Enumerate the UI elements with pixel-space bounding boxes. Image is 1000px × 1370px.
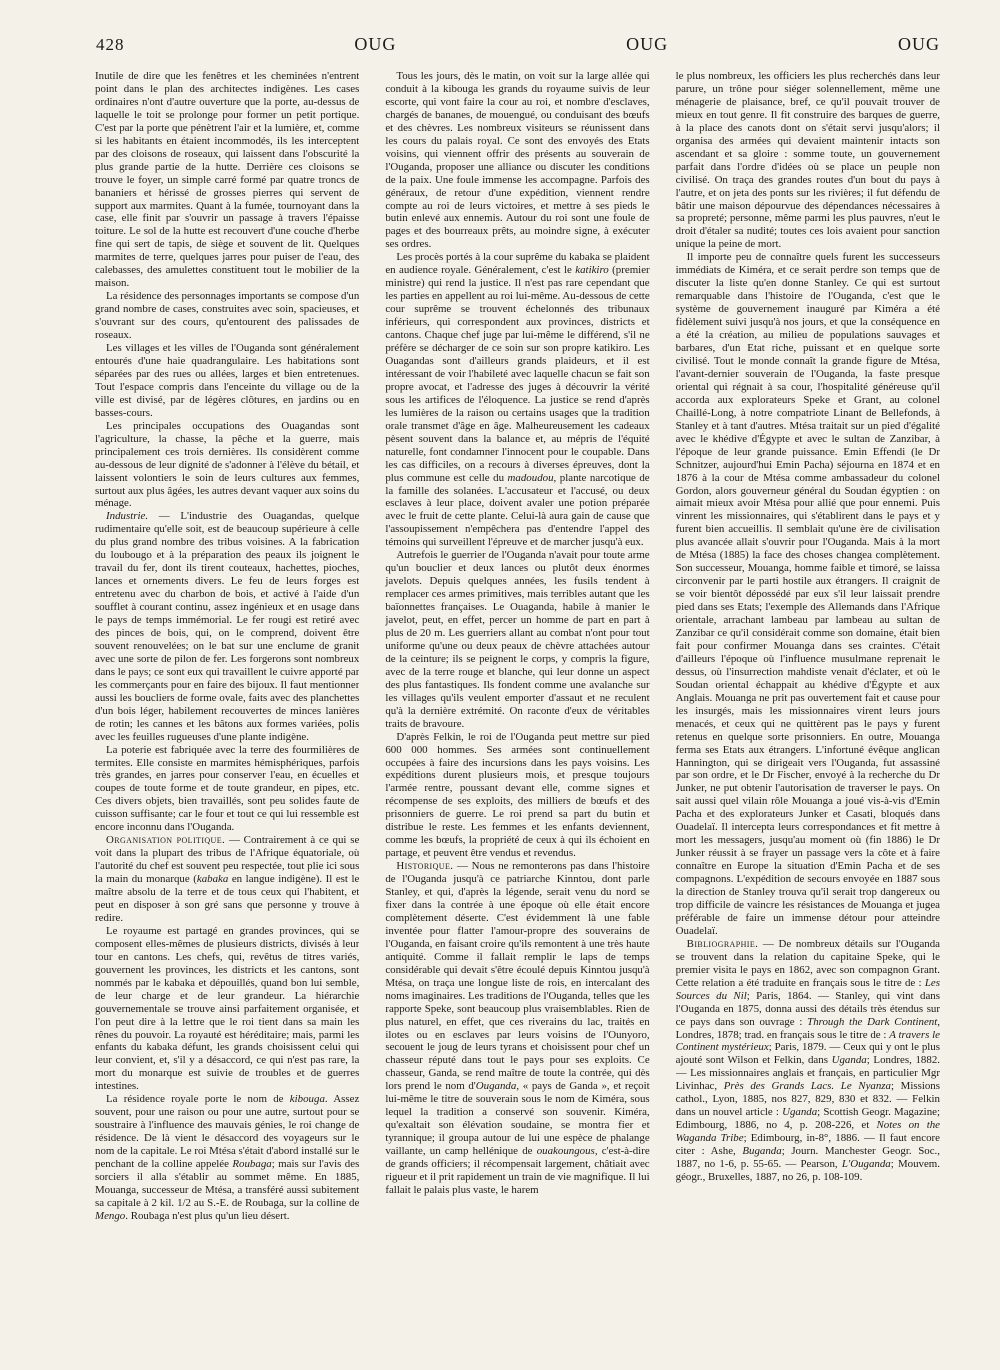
section-heading: Industrie.: [106, 510, 149, 523]
paragraph: Tous les jours, dès le matin, on voit sur la large allée qui conduit à la kibouga les grands du royaume suivis de leur escorte, qui vont faire la cour au roi, et nombre d'esclaves, chargés de bananes, de mouengué, ou conduisant des bœufs et des chèvres. Les nombreux visiteurs se réunissent dans les cours du palais royal. Ce sont des envoyés des Etats voisins, qui viennent offrir des présents au souverain de l'Ouganda, proposer une alliance ou discuter les conditions de la paix. Une foule immense les accompagne. Parfois des généraux, de retour d'une expédition, viennent rendre compte au roi de leurs victoires, et mettre à ses pieds le butin enlevé aux ennemis. Autour du roi sont une foule de pages et des bourreaux prêts, au moindre signe, à exécuter ses ordres.: [385, 70, 650, 251]
paragraph: Bibliographie. — De nombreux détails sur l'Ouganda se trouvent dans la relation du capitaine Speke, qui le premier visita le pays en 1862, avec son compagnon Grant. Cette relation a été traduite en français sous le titre de : Les Sources du Nil; Paris, 1864. — Stanley, qui vint dans l'Ouganda en 1875, donna aussi des détails très étendus sur ce pays dans son ouvrage : Through the Dark Continent, Londres, 1878; trad. en français sous le titre de : A travers le Continent mystérieux; Paris, 1879. — Ceux qui y ont le plus ajouté sont Wilson et Felkin, dans Uganda; Londres, 1882. — Les missionnaires anglais et français, en particulier Mgr Livinhac, Près des Grands Lacs. Le Nyanza; Missions cathol., Lyon, 1885, nos 827, 829, 830 et 832. — Felkin dans un nouvel article : Uganda; Scottish Geogr. Magazine; Edimbourg, 1886, no 4, p. 208-226, et Notes on the Waganda Tribe; Edimbourg, in-8°, 1886. — Il faut encore citer : Ashe, Buganda; Journ. Manchester Geogr. Soc., 1887, no 1-6, p. 55-65. — Pearson, L'Ouganda; Mouvem. géogr., Bruxelles, 1887, no 26, p. 108-109.: [675, 937, 940, 1184]
header-left-title: OUG: [354, 34, 397, 54]
text-columns: [95, 70, 940, 1320]
paragraph: Il importe peu de connaître quels furent les successeurs immédiats de Kiméra, et ce serait perdre son temps que de discuter la liste qu'en donne Stanley. Ce qui est surtout remarquable dans l'histoire de l'Ouganda, c'est que le système de gouvernement inauguré par Kiméra a été fidèlement suivi jusqu'à nos jours, et que la conséquence en a été la création, au milieu de populations sauvages et barbares, d'un Etat riche, puissant et en quelque sorte civilisé. Tout le monde connaît la grande figure de Mtésa, l'avant-dernier souverain de l'Ouganda, la faste presque oriental qui régnait à sa cour, l'hospitalité généreuse qu'il accorda aux explorateurs Speke et Grant, au colonel Chaillé-Long, à notre compatriote Linant de Bellefonds, à Stanley et à tant d'autres. Mtésa traitait sur un pied d'égalité avec le khédive d'Égypte et avec le sultan de Zanzibar, à l'époque de leur grande puissance. Emin Effendi (le Dr Schnitzer, aujourd'hui Emin Pacha) séjourna en 1874 et en 1876 à la cour de Mtésa comme ambassadeur du colonel Gordon, alors gouverneur général du Soudan égyptien : on aimait mieux avoir Mtésa pour allié que pour ennemi. Puis vinrent les missionnaires, qui s'établirent dans le pays et y furent bien accueillis. Il semblait qu'une ère de civilisation plus avancée allait s'ouvrir pour l'Ouganda. Mais à la mort de Mtésa (1885) la face des choses changea complètement. Son successeur, Mouanga, homme faible et timoré, se laissa circonvenir par le parti hostile aux étrangers. Il craignit de se voir bientôt dépossédé par eux s'il leur laissait prendre pied dans ses Etats; l'exemple des Allemands dans l'Afrique orientale, arrachant lambeau par lambeau au sultan de Zanzibar ce qu'il considérait comme son domaine, était bien fait pour confirmer Mouanga dans ses craintes. C'était d'ailleurs l'époque où l'influence musulmane reprenait le dessus, où l'insurrection mahdiste venait d'éclater, et où le Soudan oriental échappait au khédive d'Égypte et aux Anglais. Mouanga ne prit pas ouvertement fait et cause pour les insurgés, mais les missionnaires virent leurs jours menacés, et ceux qui ne quittèrent pas le pays y furent retenus en quelque sorte prisonniers. En outre, Mouanga ferma ses Etats aux étrangers. L'infortuné évêque anglican Hannington, qui se dirigeait vers l'Ouganda, fut assassiné par son ordre, et le Dr Fischer, envoyé à la recherche du Dr Junker, ne put obtenir l'autorisation de traverser le pays. On sait aussi quel vilain rôle Mouanga a joué vis-à-vis d'Emin Pacha et des explorateurs Junker et Casati, bloqués dans Ouadelaï. Il intercepta leurs correspondances et fit mettre à mort les messagers, jusqu'au moment où (fin 1886) le Dr Junker réussit à se frayer un passage vers la côte et à faire connaître en Europe la situation d'Emin Pacha et de ses compagnons. L'expédition de secours envoyée en 1887 sous la direction de Stanley trouva qu'il serait trop dangereux ou trop difficile de vaincre les résistances de Mouanga et jugea préférable de faire un immense détour pour atteindre Ouadelaï.: [675, 251, 940, 937]
paragraph: Le royaume est partagé en grandes provinces, qui se composent elles-mêmes de plusieurs districts, divisés à leur tour en cantons. Les chefs, qui, revêtus de titres variés, gouvernent les provinces, les districts et les cantons, sont nommés par le kabaka et dépouillés, quand bon lui semble, de leur charge et de leur grandeur. La hiérarchie gouvernementale se trouve ainsi parfaitement organisée, et l'on peut dire à la lettre que le roi tient dans sa main les rênes du pouvoir. La royauté est héréditaire; mais, parmi les enfants du kabaka défunt, les grands choisissent celui qui leur convient, et, s'il y a désaccord, ce qui n'est pas rare, la mort du monarque est suivie de troubles et de guerres intestines.: [95, 924, 360, 1093]
paragraph: Organisation politique. — Contrairement à ce qui se voit dans la plupart des tribus de l'Afrique équatoriale, où l'autorité du chef est souvent peu respectée, tout plie ici sous la main du monarque (kabaka en langue indigène). Il est le maître absolu de la terre et de tous ceux qui l'habitent, et peut en disposer à son gré sans que personne y trouve à redire.: [95, 834, 360, 924]
paragraph: D'après Felkin, le roi de l'Ouganda peut mettre sur pied 600 000 hommes. Ses armées sont continuellement occupées à faire des incursions dans les pays voisins. Les expéditions durent plusieurs mois, et presque toujours l'armée rentre, poussant devant elle, comme signes et récompense de ses exploits, des milliers de bœufs et des prisonniers de guerre. Le roi prend sa part du butin et distribue le reste. Les femmes et les enfants deviennent, comme les bœufs, la propriété de ceux à qui ils échoient en partage, et peuvent être vendus et revendus.: [385, 730, 650, 860]
paragraph: La résidence royale porte le nom de kibouga. Assez souvent, pour une raison ou pour une autre, surtout pour se soustraire à l'influence des mauvais génies, le roi change de résidence. De là vient le désaccord des voyageurs sur le nom de la capitale. Le roi Mtésa s'était d'abord installé sur le penchant de la colline appelée Roubaga; mais sur l'avis des sorciers il alla s'établir au sommet même. En 1885, Mouanga, successeur de Mtésa, a transféré aussi subitement sa capitale à 2 kil. 1/2 au S.-E. de Roubaga, sur la colline de Mengo. Roubaga n'est plus qu'un lieu désert.: [95, 1093, 360, 1222]
paragraph: Les procès portés à la cour suprême du kabaka se plaident en audience royale. Généralement, c'est le katikiro (premier ministre) qui rend la justice. Il n'est pas rare cependant que les parties en appellent au roi lui-même. Au-dessous de cette cour suprême se trouvent échelonnés des tribunaux inférieurs, qui correspondent aux provinces, districts et cantons. Chaque chef juge par lui-même le différend, s'il ne préfère se décharger de ce soin sur son propre katikiro. Les Ouagandas sont d'ailleurs grands plaideurs, et il est intéressant de voir l'habileté avec laquelle chacun se fait son propre avocat, et l'adresse des juges à découvrir la vérité sous les artifices de l'éloquence. La justice se rend d'après les lumières de la raison ou certains usages que la tradition orale transmet d'âge en âge. Malheureusement les cadeaux pèsent souvent dans la balance et, au mépris de l'équité naturelle, font condamner l'innocent pour le coupable. Dans les cas difficiles, on a recours à diverses épreuves, dont la plus commune est celle du madoudou, plante narcotique de la famille des solanées. L'accusateur et l'accusé, ou deux esclaves à leur place, doivent avaler une potion préparée avec le fruit de cette plante. Celui-là aura gain de cause que l'assoupissement n'empêchera pas d'entendre l'appel des témoins qui surveillent l'épreuve et de marcher jusqu'à eux.: [385, 251, 650, 549]
column-1: [95, 70, 359, 1320]
page-number: 428: [96, 35, 125, 54]
paragraph: le plus nombreux, les officiers les plus recherchés dans leur parure, un trône pour siéger solennellement, même une ménagerie de plaisance, bref, ce qu'il pouvait trouver de mieux en tout genre. Il fit construire des barques de guerre, à la place des canots dont on s'était servi jusqu'alors; il organisa des armées qui devaient maintenir intacts son ascendant et sa gloire : somme toute, un gouvernement parfait dans l'ordre d'idées où se place un peuple non civilisé. On traça des grandes routes d'un bout du pays à l'autre, et on jeta des ponts sur les rivières; il fut défendu de bâtir une maison dépourvue des dépendances nécessaires à sa propreté; personne, même parmi les plus pauvres, n'eut le droit d'étaler sa nudité; toutes ces lois avaient pour sanction unique la peine de mort.: [675, 70, 940, 251]
paragraph: Inutile de dire que les fenêtres et les cheminées n'entrent point dans le plan des architectes indigènes. Les cases ordinaires n'ont d'autre ouverture que la porte, au-dessus de laquelle le toit se prolonge pour former un petit portique. C'est par la porte que pénètrent l'air et la lumière, et, comme si les habitants en étaient incommodés, ils les interceptent par des cloisons de roseaux, qui laissent dans l'obscurité la plus grande partie de la hutte. Derrière ces cloisons se trouve le foyer, un simple carré formé par quatre troncs de bananiers et hérissé de grosses pierres qui servent de support aux marmites. Quant à la fumée, tournoyant dans la case, elle finit par s'ouvrir un passage à travers l'épaisse toiture. Le sol de la hutte est recouvert d'une couche d'herbe fine qui sert de tapis, de siège et souvent de lit. Quelques marmites de terre, quelques jarres pour puiser de l'eau, des calebasses, des amulettes constituent tout le mobilier de la maison.: [95, 70, 360, 290]
paragraph: Les principales occupations des Ouagandas sont l'agriculture, la chasse, la pêche et la guerre, mais principalement ces trois dernières. Ils considèrent comme au-dessous de leur dignité de s'adonner à l'élève du bétail, et laissent volontiers le soin de leurs cultures aux femmes, surtout aux plus âgées, les autres devant vaquer aux soins du ménage.: [95, 419, 360, 510]
paragraph: Autrefois le guerrier de l'Ouganda n'avait pour toute arme qu'un bouclier et deux lances ou plutôt deux énormes javelots. Depuis quelques années, les fusils tendent à remplacer ces armes primitives, mais terribles autant que les baïonnettes françaises. Le Ouaganda, habile à manier le javelot, peut, en effet, percer un homme de part en part à plus de 20 m. Les guerriers allant au combat n'ont pour tout uniforme qu'une ou deux peaux de chèvre attachées autour de la ceinture; ils se peignent le corps, y compris la figure, avec de la terre rouge et blanche, qui leur donne un aspect des plus fantastiques. Ils fondent comme une avalanche sur les villages qu'ils veulent emporter d'assaut et ne reculent qu'à la dernière extrémité. On raconte d'eux de véritables traits de bravoure.: [385, 549, 650, 730]
paragraph: La poterie est fabriquée avec la terre des fourmilières de termites. Elle consiste en marmites hémisphériques, parfois très grandes, en jarres pour conserver l'eau, en écuelles et coupes de toute forme et de toute grandeur, en pipes, etc. Ces divers objets, bien travaillés, sont peu solides faute de cuisson suffisante; car le four et tout ce qui lui ressemble est encore inconnu dans l'Ouganda.: [95, 743, 360, 834]
header-right-title: OUG: [897, 34, 940, 54]
header-center-title: OUG: [626, 34, 669, 54]
running-header: [96, 34, 940, 64]
section-heading: Organisation politique.: [106, 834, 226, 847]
column-3: [676, 70, 940, 1320]
paragraph: Industrie. — L'industrie des Ouagandas, quelque rudimentaire qu'elle soit, est de beaucoup supérieure à celle du plus grand nombre des tribus voisines. A la fabrication du loubougo et à la préparation des peaux ils joignent le travail du fer, dont ils tirent couteaux, hachettes, pioches, lances et ornements divers. Le feu de leurs forges est entretenu avec du charbon de bois, et activé à l'aide d'un soufflet à courant continu, assez ingénieux et en usage dans le pays de temps immémorial. Le fer rougi est retiré avec des pinces de bois, qui, on le comprend, doivent être souvent renouvelées; on le bat sur une enclume de granit avec une sorte de pilon de fer. Les forgerons sont nombreux dans le pays; ce sont eux qui travaillent le cuivre apporté par les commerçants pour en faire des bijoux. Il faut mentionner aussi les boucliers de forme ovale, faits avec des planchettes d'un bois léger, habilement recouvertes de minces lanières de rotin; les cannes et les bâtons aux formes variées, polis avec les feuilles rugueuses d'une plante indigène.: [95, 510, 360, 743]
paragraph: La résidence des personnages importants se compose d'un grand nombre de cases, construites avec soin, spacieuses, et s'ouvrant sur des cours, qu'entourent des palissades de roseaux.: [95, 290, 360, 342]
paragraph: Les villages et les villes de l'Ouganda sont généralement entourés d'une haie quadrangulaire. Les habitations sont séparées par des rues ou allées, larges et bien entretenues. Tout l'espace compris dans l'enceinte du village ou de la ville est divisé, par de légères clôtures, en jardins ou en basses-cours.: [95, 342, 360, 419]
section-heading: Bibliographie.: [686, 937, 759, 950]
section-heading: Historique.: [396, 860, 454, 873]
paragraph: Historique. — Nous ne remonterons pas dans l'histoire de l'Ouganda jusqu'à ce patriarche Kinntou, dont parle Stanley, et qui, d'après la légende, serait venu du nord se fixer dans la contrée à une époque où elle était encore complètement déserte. C'est évidemment là une fable inventée pour flatter l'amour-propre des souverains de l'Ouganda, en faisant croire qu'ils remontent à une très haute antiquité. Comme il fallait remplir le laps de temps considérable qui devait s'être écoulé depuis Kinntou jusqu'à Mtésa, on traça une longue liste de rois, en intercalant des noms imaginaires. Les traditions de l'Ouganda, telles que les rapporte Speke, sont beaucoup plus vraisemblables. Rien de plus naturel, en effet, que ces riverains du lac, traités en ilotes ou en esclaves par leurs voisins de l'Ounyoro, secouent le joug de leurs tyrans et choisissent pour chef un chasseur réputé dans tout le pays pour ses exploits. Ce chasseur, Ganda, se rend maître de toute la contrée, qui dès lors prend le nom d'Ouganda, « pays de Ganda », et reçoit lui-même le titre de souverain sous le nom de Kiméra, sous lequel la tradition a conservé son souvenir. Kiméra, qu'exaltait son élévation soudaine, se montra fier et tyrannique; il groupa autour de lui une espèce de phalange vaillante, un camp hellénique de ouakoungous, c'est-à-dire de grands officiers; il récompensait largement, châtiait avec rigueur et il prit rapidement un train de vie magnifique. Il lui fallait le palais plus vaste, le harem: [385, 860, 650, 1196]
column-2: [385, 70, 649, 1320]
